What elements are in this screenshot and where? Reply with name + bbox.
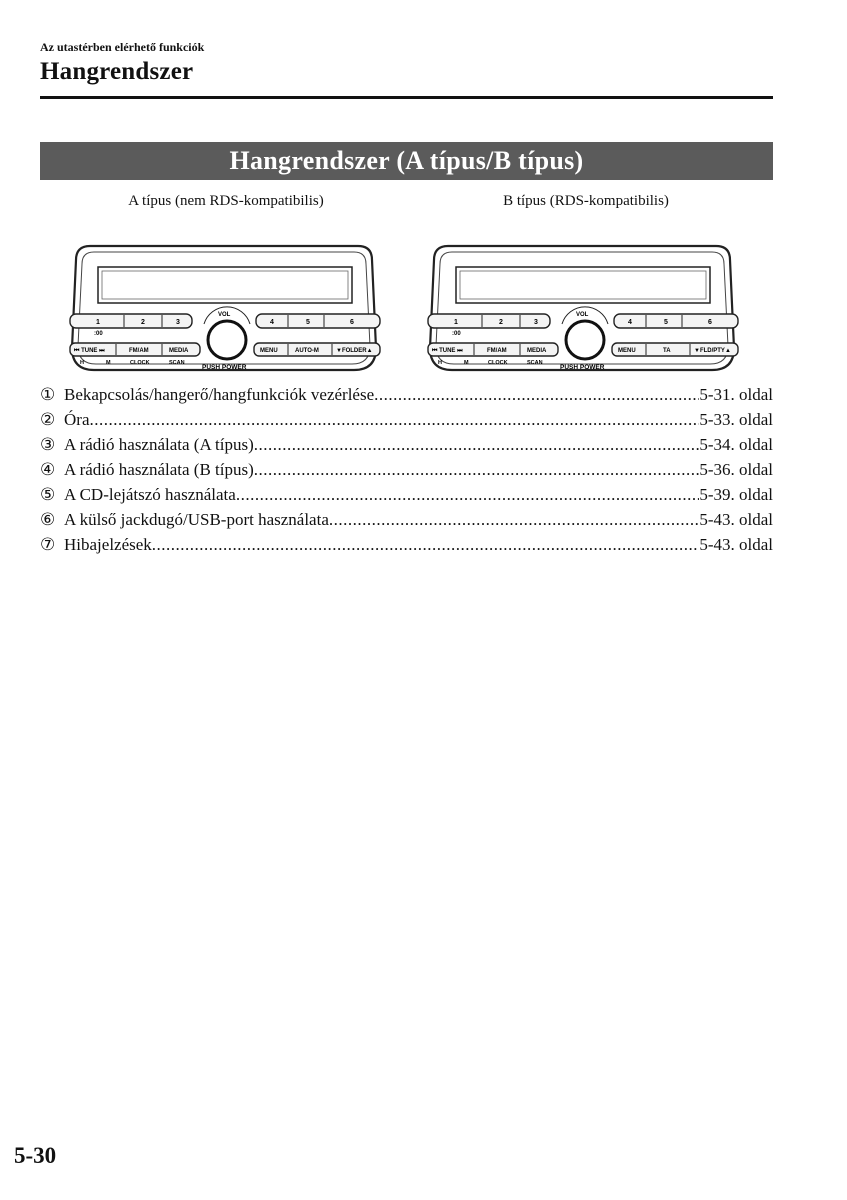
h-sublabel: H [80, 360, 84, 366]
figure-a-caption: A típus (nem RDS-kompatibilis) [128, 193, 324, 209]
h-sublabel: H [438, 360, 442, 366]
toc-item[interactable] [40, 532, 773, 557]
preset-1-label: 1 [454, 319, 458, 326]
preset-5-label: 5 [306, 319, 310, 326]
scan-sublabel: SCAN [169, 360, 185, 366]
toc-item-label: A CD-lejátszó használata [64, 485, 236, 504]
folder-button-label: ▼FLD/PTY▲ [694, 348, 731, 354]
display-screen [98, 267, 352, 303]
folder-button-label: ▼FOLDER▲ [336, 348, 373, 354]
toc-item[interactable] [40, 407, 773, 432]
push-power-label: PUSH POWER [202, 364, 247, 371]
mode-button-label: AUTO-M [295, 348, 319, 354]
volume-knob[interactable] [208, 321, 246, 359]
preset-6-label: 6 [708, 319, 712, 326]
volume-knob[interactable] [566, 321, 604, 359]
preset-4-label: 4 [270, 319, 274, 326]
toc-item-number: ⑤ [40, 485, 56, 504]
figure-b-caption: B típus (RDS-kompatibilis) [503, 193, 669, 209]
toc-leader-dots [89, 407, 699, 432]
toc-item-page: 5-39. oldal [699, 485, 773, 504]
preset-1-sublabel: :00 [452, 331, 461, 337]
title-rule [40, 96, 773, 99]
toc-item-number: ① [40, 385, 56, 404]
toc-leader-dots [254, 432, 700, 457]
toc-item-number: ⑦ [40, 535, 56, 554]
audio-unit-type-a [66, 240, 382, 375]
preset-3-label: 3 [176, 319, 180, 326]
toc-item-number: ② [40, 410, 56, 429]
toc-item-page: 5-36. oldal [699, 460, 773, 479]
preset-buttons-left[interactable] [70, 314, 192, 328]
toc-leader-dots [236, 482, 700, 507]
toc-item-label: Bekapcsolás/hangerő/hangfunkciók vezérlése [64, 385, 375, 404]
toc-item-page: 5-33. oldal [699, 410, 773, 429]
toc-item[interactable] [40, 382, 773, 407]
toc-list [40, 382, 773, 557]
toc-item-page: 5-31. oldal [699, 385, 773, 404]
page-title: Hangrendszer [40, 58, 194, 85]
toc-item-number: ④ [40, 460, 56, 479]
preset-3-label: 3 [534, 319, 538, 326]
toc-item[interactable] [40, 457, 773, 482]
toc-leader-dots [329, 507, 699, 532]
toc-item-number: ③ [40, 435, 56, 454]
preset-1-sublabel: :00 [94, 331, 103, 337]
toc-item-label: Óra [64, 410, 90, 429]
toc-item-page: 5-43. oldal [699, 510, 773, 529]
preset-2-label: 2 [499, 319, 503, 326]
preset-buttons-left[interactable] [428, 314, 550, 328]
preset-1-label: 1 [96, 319, 100, 326]
menu-button-label: MENU [260, 348, 278, 354]
preset-5-label: 5 [664, 319, 668, 326]
toc-item-label: Hibajelzések [64, 535, 152, 554]
preset-buttons-right[interactable] [614, 314, 738, 328]
page-number: 5-30 [14, 1143, 57, 1168]
media-button-label: MEDIA [169, 348, 189, 354]
vol-label: VOL [218, 312, 231, 318]
menu-button-label: MENU [618, 348, 636, 354]
preset-4-label: 4 [628, 319, 632, 326]
toc-leader-dots [374, 382, 699, 407]
vol-label: VOL [576, 312, 589, 318]
toc-leader-dots [254, 457, 700, 482]
clock-sublabel: CLOCK [488, 360, 508, 366]
toc-leader-dots [152, 532, 700, 557]
toc-item-label: A külső jackdugó/USB-port használata [64, 510, 329, 529]
breadcrumb: Az utastérben elérhető funkciók [40, 40, 205, 54]
toc-item-page: 5-34. oldal [699, 435, 773, 454]
toc-item-page: 5-43. oldal [699, 535, 773, 554]
media-button-label: MEDIA [527, 348, 547, 354]
m-sublabel: M [106, 360, 111, 366]
toc-item[interactable] [40, 507, 773, 532]
section-banner: Hangrendszer (A típus/B típus) [40, 142, 773, 180]
preset-6-label: 6 [350, 319, 354, 326]
toc-item-number: ⑥ [40, 510, 56, 529]
preset-2-label: 2 [141, 319, 145, 326]
toc-item[interactable] [40, 482, 773, 507]
mode-button-label: TA [663, 348, 671, 354]
m-sublabel: M [464, 360, 469, 366]
fmam-button-label: FM/AM [487, 348, 507, 354]
clock-sublabel: CLOCK [130, 360, 150, 366]
tune-button-label: ⏮ TUNE ⏭ [432, 348, 463, 354]
push-power-label: PUSH POWER [560, 364, 605, 371]
preset-buttons-right[interactable] [256, 314, 380, 328]
toc-item-label: A rádió használata (A típus) [64, 435, 254, 454]
audio-unit-type-b [424, 240, 740, 375]
display-screen [456, 267, 710, 303]
scan-sublabel: SCAN [527, 360, 543, 366]
tune-button-label: ⏮ TUNE ⏭ [74, 348, 105, 354]
fmam-button-label: FM/AM [129, 348, 149, 354]
toc-item-label: A rádió használata (B típus) [64, 460, 254, 479]
toc-item[interactable] [40, 432, 773, 457]
